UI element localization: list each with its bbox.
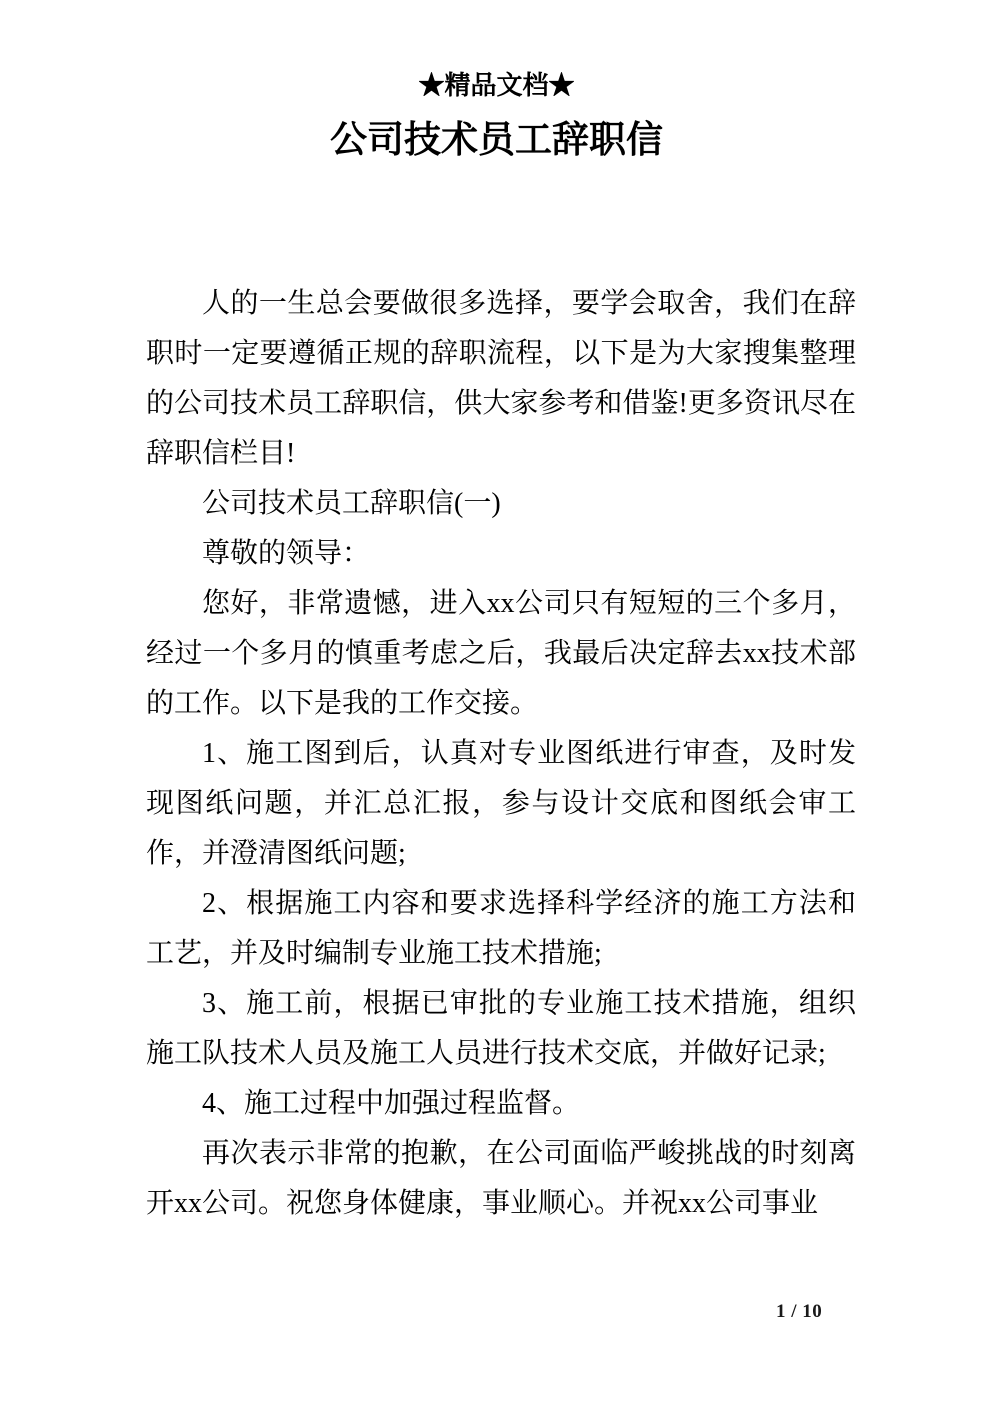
paragraph-section-heading: 公司技术员工辞职信(一) xyxy=(202,488,501,519)
document-title: 公司技术员工辞职信 xyxy=(330,120,663,161)
paragraph-handover-item-2: 2、根据施工内容和要求选择科学经济的施工方法和工艺，并及时编制专业施工技术措施; xyxy=(146,888,856,969)
paragraph-opening: 您好，非常遗憾，进入xx公司只有短短的三个多月，经过一个多月的慎重考虑之后，我最后决定辞去xx技术部的工作。以下是我的工作交接。 xyxy=(146,588,856,719)
paragraph-handover-item-4: 4、施工过程中加强过程监督。 xyxy=(202,1088,581,1119)
paragraph-handover-item-1: 1、施工图到后，认真对专业图纸进行审查，及时发现图纸问题，并汇总汇报，参与设计交底和图纸会审工作，并澄清图纸问题; xyxy=(146,738,856,869)
paragraph-salutation: 尊敬的领导： xyxy=(202,538,371,569)
paragraph-closing: 再次表示非常的抱歉，在公司面临严峻挑战的时刻离开xx公司。祝您身体健康，事业顺心。并祝xx公司事业 xyxy=(146,1138,856,1219)
document-body xyxy=(146,279,856,1229)
paragraph-intro: 人的一生总会要做很多选择，要学会取舍，我们在辞职时一定要遵循正规的辞职流程，以下是为大家搜集整理的公司技术员工辞职信，供大家参考和借鉴!更多资讯尽在辞职信栏目! xyxy=(146,288,856,469)
paragraph-handover-item-3: 3、施工前，根据已审批的专业施工技术措施，组织施工队技术人员及施工人员进行技术交底，并做好记录; xyxy=(146,988,856,1069)
header-badge: ★精品文档★ xyxy=(418,71,575,100)
page-number: 1 / 10 xyxy=(776,1301,823,1322)
